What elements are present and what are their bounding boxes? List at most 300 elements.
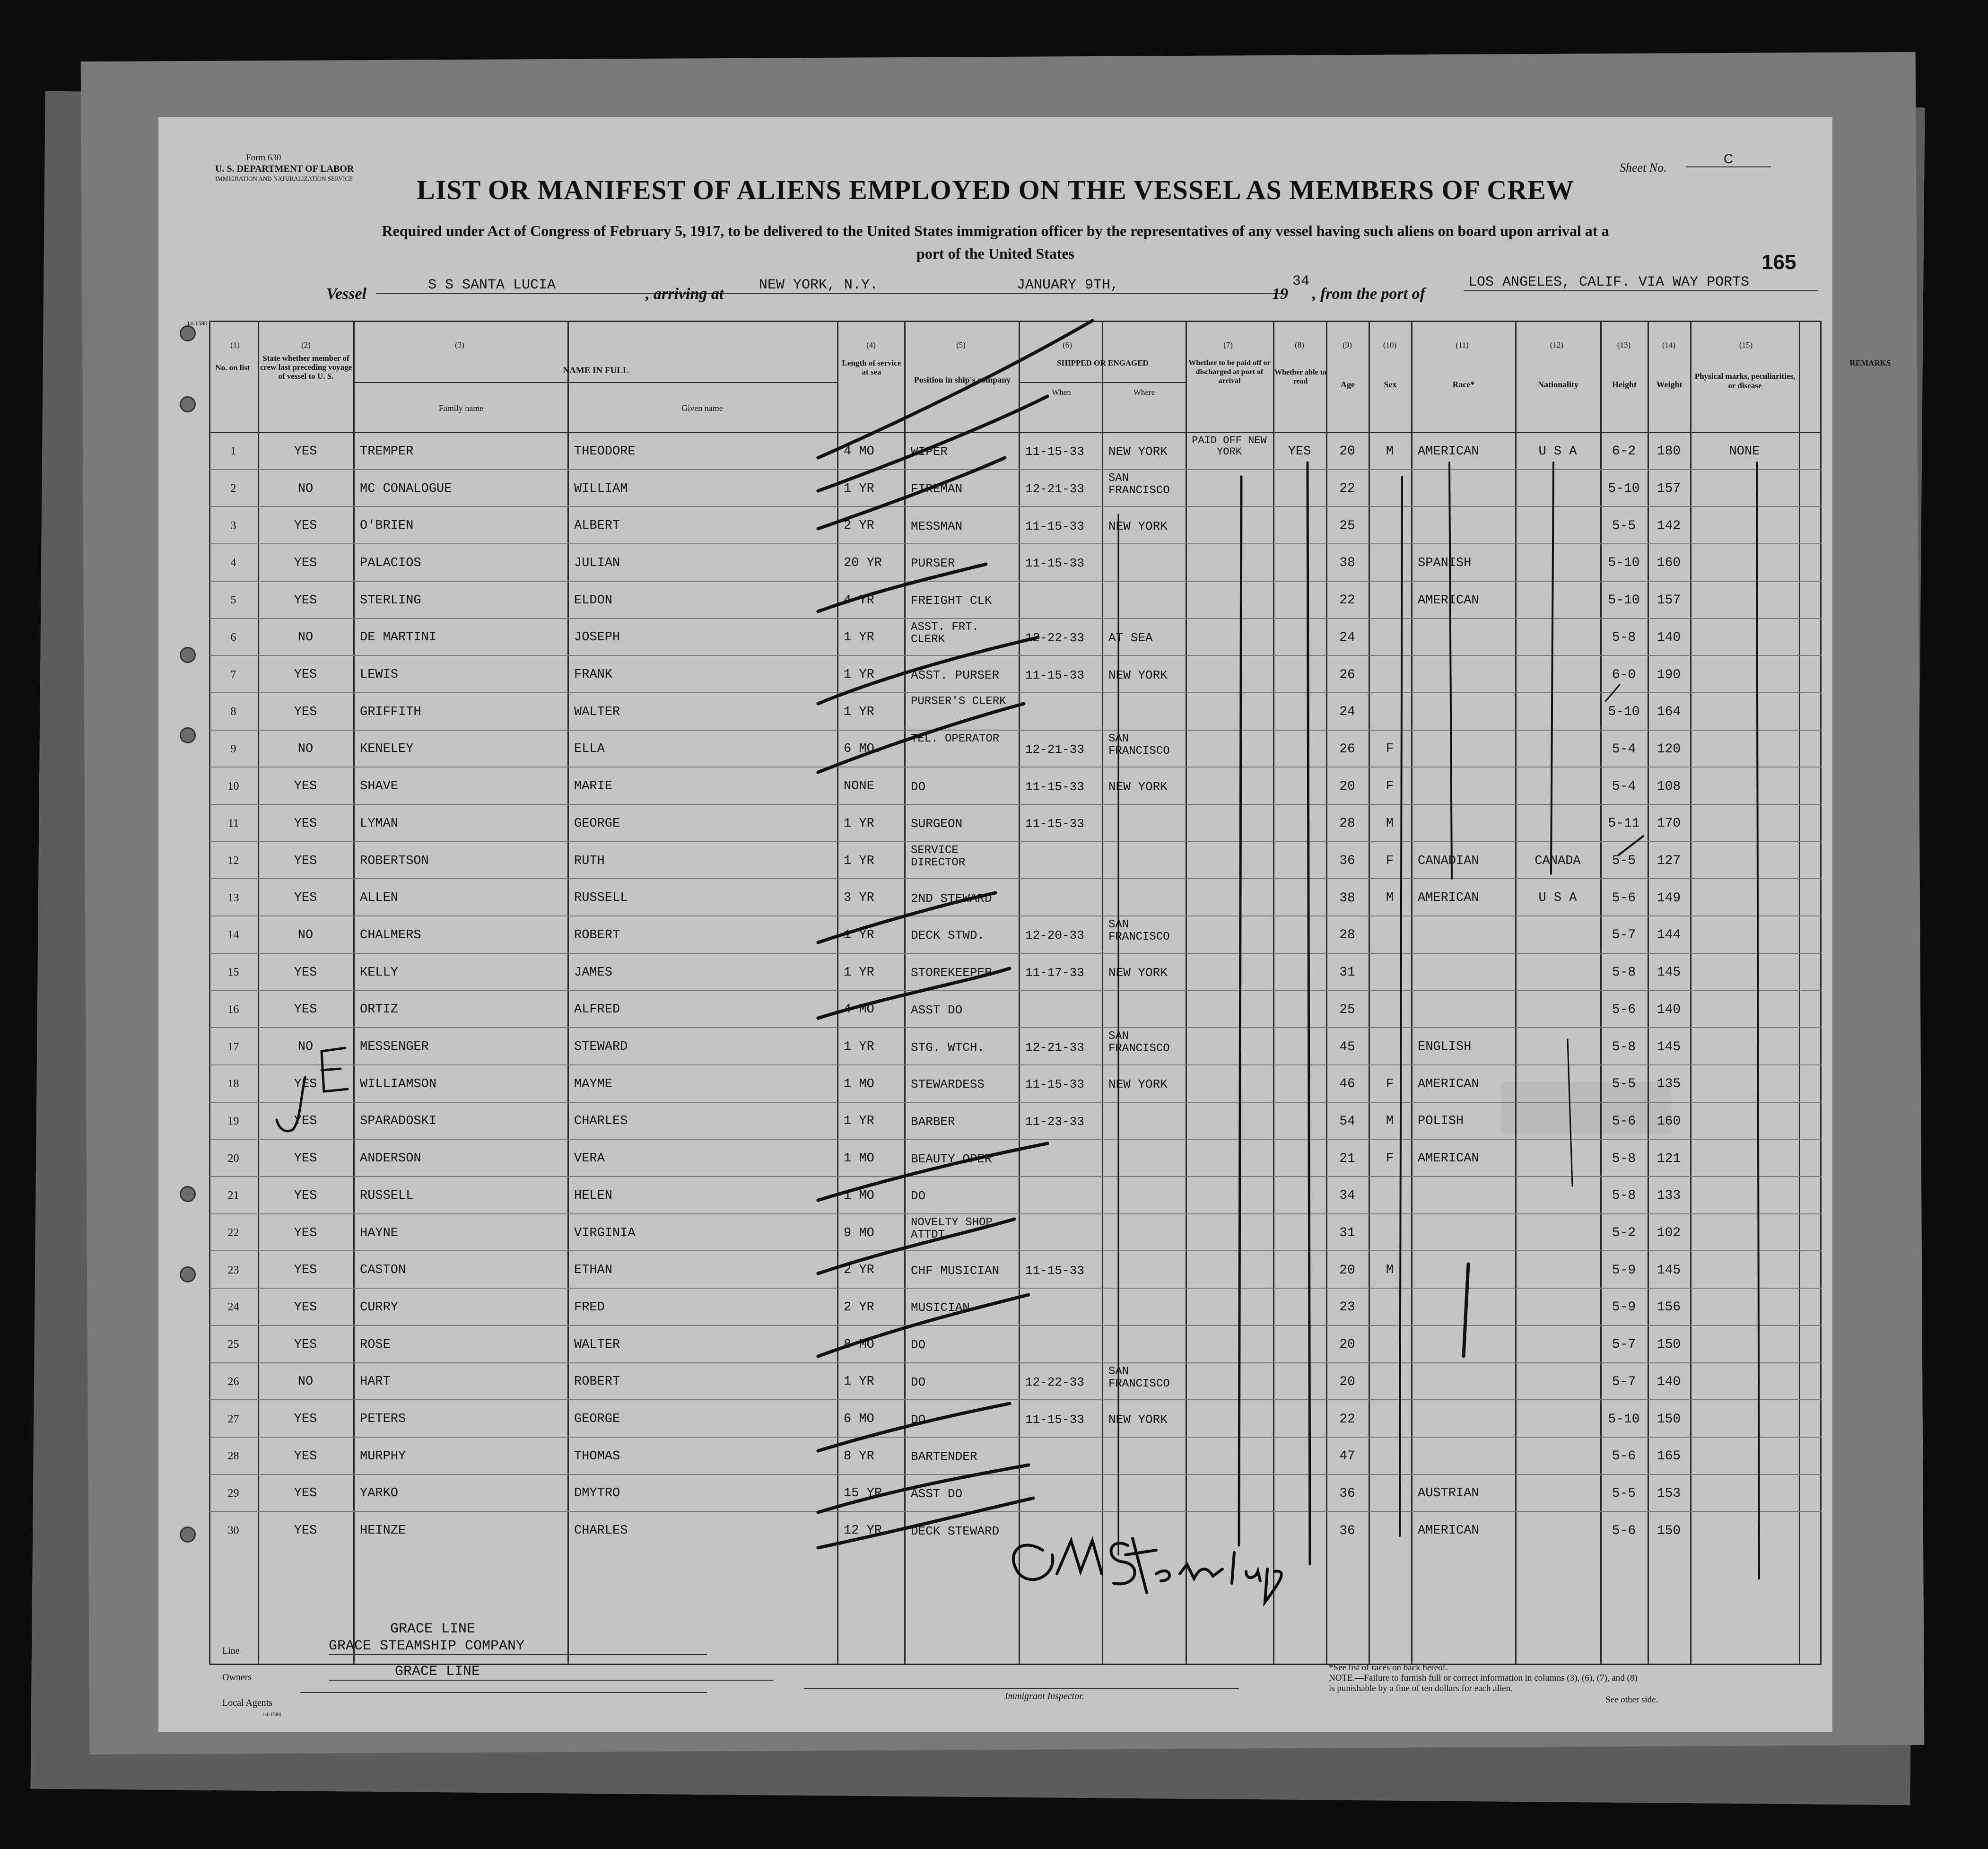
weight: 127: [1657, 854, 1681, 869]
position: SURGEON: [911, 817, 963, 831]
height: 5-8: [1612, 630, 1636, 645]
column-number: (12): [1550, 340, 1564, 349]
service-length: 1 YR: [844, 668, 874, 682]
col-header-sex: Sex: [1384, 380, 1397, 389]
ditto-line: [1551, 462, 1553, 874]
inspector-line: [804, 1688, 1239, 1689]
age: 36: [1339, 854, 1355, 869]
able-to-read: YES: [1288, 444, 1311, 459]
prev-voyage: YES: [294, 1263, 317, 1278]
weight: 165: [1657, 1449, 1681, 1464]
position: BEAUTY OPER: [911, 1151, 992, 1166]
page-title: LIST OR MANIFEST OF ALIENS EMPLOYED ON THE VESSEL AS MEMBERS OF CREW: [417, 174, 1574, 205]
ditto-line: [1757, 462, 1759, 1579]
sex: F: [1386, 1151, 1394, 1166]
service-length: 1 YR: [844, 1114, 874, 1129]
family-name: WILLIAMSON: [360, 1077, 437, 1091]
shipped-when: 12-21-33: [1025, 742, 1084, 757]
height: 5-9: [1612, 1263, 1636, 1278]
family-name: PALACIOS: [360, 556, 421, 570]
family-name: CHALMERS: [360, 928, 421, 942]
ditto-line: [1568, 1039, 1572, 1186]
family-name: MC CONALOGUE: [360, 481, 452, 496]
given-name: WILLIAM: [574, 481, 628, 496]
family-name: YARKO: [360, 1486, 399, 1501]
row-number: 19: [227, 1115, 239, 1127]
prev-voyage: YES: [294, 1114, 317, 1129]
row-number: 2: [230, 482, 236, 495]
weight: 145: [1657, 1039, 1681, 1055]
service-length: 1 YR: [844, 928, 874, 942]
col-header-remarks: REMARKS: [1849, 358, 1891, 367]
service-length: 2 YR: [844, 519, 874, 533]
prev-voyage: NO: [297, 928, 314, 942]
inspector-label: Immigrant Inspector.: [1005, 1691, 1084, 1701]
given-name: THEODORE: [574, 444, 636, 459]
note-fine: is punishable by a fine of ten dollars for each alien.: [1329, 1683, 1513, 1693]
service: IMMIGRATION AND NATURALIZATION SERVICE: [215, 175, 353, 182]
position: ASST. FRT. CLERK: [911, 621, 979, 646]
family-name: HAYNE: [360, 1226, 399, 1240]
position: STEWARDESS: [911, 1077, 985, 1092]
race: POLISH: [1418, 1114, 1464, 1129]
weight: 142: [1657, 518, 1681, 533]
given-name: ROBERT: [574, 1375, 620, 1389]
prev-voyage: NO: [297, 1040, 314, 1055]
shipped-where: NEW YORK: [1108, 445, 1168, 459]
service-length: NONE: [844, 779, 874, 794]
given-name: GEORGE: [574, 816, 620, 831]
prev-voyage: NO: [297, 1375, 314, 1389]
given-name: WALTER: [574, 1337, 620, 1352]
column-number: (1): [230, 340, 240, 349]
strike-mark: [818, 458, 1005, 529]
position: BARBER: [911, 1114, 955, 1129]
weight: 157: [1657, 481, 1681, 497]
from-label: , from the port of: [1312, 285, 1425, 303]
prev-voyage: YES: [294, 965, 317, 980]
prev-voyage: YES: [294, 1337, 317, 1352]
service-length: 15 YR: [844, 1486, 882, 1501]
shipped-when: 11-15-33: [1025, 445, 1084, 459]
row-number: 5: [230, 594, 236, 607]
shipped-where: AT SEA: [1108, 630, 1153, 645]
weight: 190: [1657, 667, 1681, 682]
position: FREIGHT CLK: [911, 593, 992, 608]
line-label: Line: [222, 1646, 240, 1656]
age: 20: [1339, 1263, 1355, 1278]
age: 31: [1339, 1226, 1355, 1241]
position: DO: [911, 1412, 926, 1427]
strike-mark: [818, 1404, 1010, 1451]
sex: F: [1386, 779, 1394, 794]
stamp-number: 165: [1761, 251, 1796, 274]
row-number: 25: [227, 1338, 239, 1351]
family-name: ROSE: [360, 1337, 391, 1352]
prev-voyage: NO: [297, 630, 314, 645]
weight: 180: [1657, 444, 1681, 459]
check-mark: [1605, 685, 1620, 701]
family-name: STERLING: [360, 593, 421, 608]
ditto-line: [1400, 477, 1402, 1536]
race: AMERICAN: [1418, 891, 1479, 906]
nationality: CANADA: [1535, 854, 1581, 868]
height: 5-6: [1612, 1002, 1636, 1017]
race: ENGLISH: [1418, 1040, 1472, 1055]
given-name: JAMES: [574, 965, 613, 980]
given-name: RUSSELL: [574, 891, 628, 906]
family-name: ROBERTSON: [360, 854, 429, 868]
given-name: CHARLES: [574, 1524, 628, 1538]
race: AMERICAN: [1418, 1077, 1479, 1091]
height: 5-5: [1612, 1486, 1636, 1501]
age: 24: [1339, 705, 1355, 720]
prev-voyage: YES: [294, 1300, 317, 1315]
weight: 164: [1657, 705, 1681, 720]
column-number: (10): [1383, 340, 1397, 349]
departure-port: LOS ANGELES, CALIF. VIA WAY PORTS: [1464, 274, 1818, 291]
height: 5-8: [1612, 1039, 1636, 1055]
weight: 160: [1657, 1114, 1681, 1129]
strike-mark: [818, 965, 1010, 1018]
strike-mark: [818, 564, 986, 611]
prev-voyage: YES: [294, 1226, 317, 1240]
prev-voyage: YES: [294, 1151, 317, 1166]
row-number: 22: [227, 1227, 239, 1239]
position: 2ND STEWARD: [911, 891, 992, 906]
ditto-line: [1449, 462, 1452, 879]
given-name: VIRGINIA: [574, 1226, 636, 1240]
form-number: Form 630: [246, 153, 281, 163]
shipped-when: 11-15-33: [1025, 1077, 1084, 1092]
column-number: (14): [1662, 340, 1676, 349]
race: AMERICAN: [1418, 444, 1479, 459]
age: 38: [1339, 556, 1355, 571]
shipped-when: 11-17-33: [1025, 966, 1084, 980]
given-name: HELEN: [574, 1188, 613, 1203]
agents-label: Local Agents: [222, 1698, 273, 1708]
row-number: 3: [230, 519, 236, 532]
row-number: 23: [227, 1264, 239, 1276]
column-number: (13): [1617, 340, 1631, 349]
column-number: (11): [1456, 340, 1469, 349]
height: 5-2: [1612, 1226, 1636, 1241]
age: 34: [1339, 1188, 1355, 1204]
position: CHF MUSICIAN: [911, 1263, 1000, 1278]
position: MUSICIAN: [911, 1300, 970, 1315]
height: 6-0: [1612, 667, 1636, 682]
weight: 108: [1657, 779, 1681, 794]
service-length: 6 MO: [844, 1412, 874, 1427]
pen-marks: [158, 117, 1832, 1732]
shipped-when: 11-23-33: [1025, 1114, 1084, 1129]
column-number: (3): [455, 340, 464, 349]
given-name: ELDON: [574, 593, 613, 608]
service-length: 1 YR: [844, 965, 874, 980]
age: 20: [1339, 1374, 1355, 1389]
given-name: ALBERT: [574, 519, 620, 533]
line-value: GRACE STEAMSHIP COMPANY: [329, 1638, 707, 1655]
agents-code: 14-1580: [262, 1711, 281, 1718]
paid-off: PAID OFF NEW YORK: [1192, 435, 1267, 458]
service-length: 1 YR: [844, 481, 874, 496]
position: ASST. PURSER: [911, 668, 1000, 682]
given-name: ETHAN: [574, 1263, 613, 1278]
family-name: LYMAN: [360, 816, 399, 831]
prev-voyage: YES: [294, 816, 317, 831]
height: 5-10: [1608, 1412, 1640, 1427]
shipped-where: NEW YORK: [1108, 966, 1168, 980]
given-name: ALFRED: [574, 1003, 620, 1017]
nationality: U S A: [1538, 891, 1577, 906]
shipped-where: SAN FRANCISCO: [1108, 919, 1170, 944]
weight: 133: [1657, 1188, 1681, 1204]
given-name: RUTH: [574, 854, 605, 868]
shipped-where: SAN FRANCISCO: [1108, 733, 1170, 758]
row-number: 6: [230, 631, 236, 644]
row-number: 10: [227, 780, 239, 793]
prev-voyage: YES: [294, 668, 317, 682]
position: FIREMAN: [911, 482, 963, 497]
service-length: 4 MO: [844, 444, 874, 459]
given-name: ROBERT: [574, 928, 620, 942]
prev-voyage: YES: [294, 891, 317, 906]
prev-voyage: YES: [294, 1449, 317, 1464]
family-name: MURPHY: [360, 1449, 406, 1464]
family-name: ORTIZ: [360, 1003, 399, 1017]
age: 38: [1339, 890, 1355, 906]
weight: 153: [1657, 1486, 1681, 1501]
prev-voyage: YES: [294, 705, 317, 719]
service-length: 1 YR: [844, 816, 874, 831]
agents-line: [300, 1692, 707, 1693]
shipped-when: 11-15-33: [1025, 817, 1084, 831]
row-number: 11: [227, 817, 239, 830]
given-name: GEORGE: [574, 1412, 620, 1427]
weight: 140: [1657, 630, 1681, 645]
weight: 150: [1657, 1412, 1681, 1427]
service-length: 1 YR: [844, 1375, 874, 1389]
row-number: 24: [227, 1301, 239, 1314]
position: TEL. OPERATOR: [911, 733, 1000, 745]
age: 31: [1339, 965, 1355, 980]
column-number: (15): [1739, 340, 1753, 349]
family-name: SHAVE: [360, 779, 399, 794]
position: BARTENDER: [911, 1449, 977, 1464]
note-penalty: NOTE.—Failure to furnish full or correct information in columns (3), (6), (7), and (8): [1329, 1673, 1638, 1683]
family-name: GRIFFITH: [360, 705, 421, 719]
weight: 149: [1657, 890, 1681, 906]
col-header-prev-voyage: State whether member of crew last preceding voyage of vessel to U. S.: [260, 354, 352, 381]
height: 5-4: [1612, 779, 1636, 794]
col-header-physical: Physical marks, peculiarities, or disease: [1694, 372, 1796, 390]
race: SPANISH: [1418, 556, 1472, 570]
service-length: 1 YR: [844, 854, 874, 868]
shipped-when: 11-15-33: [1025, 556, 1084, 571]
race: AMERICAN: [1418, 1524, 1479, 1538]
service-length: 6 MO.: [844, 742, 882, 757]
weight: 102: [1657, 1226, 1681, 1241]
shipped-when: 12-21-33: [1025, 1040, 1084, 1055]
family-name: ANDERSON: [360, 1151, 421, 1166]
col-header-race: Race*: [1452, 380, 1475, 389]
service-length: 1 MO: [844, 1151, 874, 1166]
sex: M: [1386, 1263, 1394, 1278]
position: DECK STEWARD: [911, 1524, 1000, 1538]
given-name: THOMAS: [574, 1449, 620, 1464]
age: 22: [1339, 481, 1355, 497]
height: 5-5: [1612, 1077, 1636, 1092]
subtitle-line-1: Required under Act of Congress of February 5, 1917, to be delivered to the United States immigration officer by the representatives of any vessel having such aliens on board upon arrival at a: [382, 222, 1609, 239]
position: ASST DO: [911, 1003, 963, 1017]
sex: F: [1386, 1077, 1394, 1091]
age: 24: [1339, 630, 1355, 645]
row-number: 14: [227, 929, 239, 942]
family-name: LEWIS: [360, 668, 399, 682]
age: 28: [1339, 928, 1355, 943]
shipped-where: NEW YORK: [1108, 1077, 1168, 1092]
shipped-when: 12-22-33: [1025, 1375, 1084, 1389]
family-name: CURRY: [360, 1300, 399, 1315]
row-number: 17: [227, 1040, 239, 1053]
shipped-where: SAN FRANCISCO: [1108, 472, 1170, 497]
family-name: O'BRIEN: [360, 519, 414, 533]
row-number: 15: [227, 966, 239, 979]
given-name: CHARLES: [574, 1114, 628, 1129]
prev-voyage: YES: [294, 854, 317, 868]
line-header: GRACE LINE: [390, 1621, 476, 1637]
sex: F: [1386, 854, 1394, 868]
weight: 156: [1657, 1300, 1681, 1315]
weight: 145: [1657, 1263, 1681, 1278]
shipped-where: NEW YORK: [1108, 779, 1168, 794]
check-mark: [1619, 836, 1643, 855]
service-length: 2 YR: [844, 1263, 874, 1278]
year-suffix: 34: [1292, 273, 1310, 289]
service-length: 20 YR: [844, 556, 882, 570]
column-number: (2): [301, 340, 311, 349]
height: 5-9: [1612, 1300, 1636, 1315]
given-name: FRED: [574, 1300, 605, 1315]
shipped-when: 11-15-33: [1025, 1263, 1084, 1278]
note-other-side: See other side.: [1605, 1695, 1658, 1705]
shipped-when: 12-22-33: [1025, 630, 1084, 645]
family-name: PETERS: [360, 1412, 406, 1427]
age: 36: [1339, 1486, 1355, 1501]
height: 5-5: [1612, 518, 1636, 533]
weight: 144: [1657, 928, 1681, 943]
service-length: 8 MO: [844, 1337, 874, 1352]
family-name: KENELEY: [360, 742, 414, 757]
weight: 157: [1657, 593, 1681, 608]
age: 26: [1339, 741, 1355, 757]
service-length: 4 YR: [844, 593, 874, 608]
col-header-when: When: [1052, 388, 1071, 397]
height: 5-8: [1612, 1151, 1636, 1166]
age: 22: [1339, 1412, 1355, 1427]
physical-marks: NONE: [1729, 444, 1760, 459]
prev-voyage: YES: [294, 444, 317, 459]
position: DO: [911, 1338, 926, 1352]
height: 5-6: [1612, 890, 1636, 906]
col-header-shipped: SHIPPED OR ENGAGED: [1057, 358, 1149, 367]
given-name: DMYTRO: [574, 1486, 620, 1501]
strike-mark: [818, 637, 1038, 704]
row-number: 27: [227, 1413, 239, 1425]
initials-mark: [277, 1048, 348, 1131]
col-header-nationality: Nationality: [1537, 380, 1578, 389]
column-number: (5): [956, 340, 966, 349]
prev-voyage: YES: [294, 779, 317, 794]
prev-voyage: YES: [294, 593, 317, 608]
age: 23: [1339, 1300, 1355, 1315]
row-number: 13: [227, 891, 239, 904]
height: 5-11: [1608, 816, 1640, 831]
note-races: *See list of races on back hereof.: [1329, 1663, 1448, 1673]
strike-mark: [818, 1295, 1029, 1356]
shipped-where: SAN FRANCISCO: [1108, 1365, 1170, 1390]
weight: 120: [1657, 741, 1681, 757]
row-number: 12: [227, 855, 239, 867]
row-number: 21: [227, 1189, 239, 1202]
manifest-sheet: [158, 117, 1891, 1732]
position: DO: [911, 1375, 926, 1389]
age: 25: [1339, 518, 1355, 533]
height: 5-5: [1612, 854, 1636, 869]
shipped-when: 12-21-33: [1025, 482, 1084, 497]
column-number: (8): [1295, 340, 1304, 349]
height: 5-4: [1612, 741, 1636, 757]
row-number: 26: [227, 1375, 239, 1388]
inspector-signature: [1013, 1538, 1282, 1602]
col-header-age: Age: [1341, 380, 1355, 389]
shipped-when: 11-15-33: [1025, 519, 1084, 533]
sex: M: [1386, 816, 1394, 831]
height: 5-10: [1608, 481, 1640, 497]
position: MESSMAN: [911, 519, 963, 533]
family-name: ALLEN: [360, 891, 399, 906]
col-header-height: Height: [1612, 380, 1637, 389]
row-number: 4: [230, 557, 236, 569]
col-header-family: Family name: [438, 403, 484, 413]
shipped-where: SAN FRANCISCO: [1108, 1030, 1170, 1055]
row-number: 9: [230, 742, 236, 755]
sheet-number: C: [1686, 151, 1771, 167]
col-header-where: Where: [1133, 388, 1155, 397]
service-length: 1 MO: [844, 1077, 874, 1091]
service-length: 12 YR: [844, 1524, 882, 1538]
weight: 150: [1657, 1337, 1681, 1352]
height: 5-10: [1608, 705, 1640, 720]
shipped-where: NEW YORK: [1108, 519, 1168, 533]
shipped-where: NEW YORK: [1108, 1412, 1168, 1427]
position: DO: [911, 779, 926, 794]
given-name: STEWARD: [574, 1040, 628, 1055]
service-length: 8 YR: [844, 1449, 874, 1464]
prev-voyage: YES: [294, 1188, 317, 1203]
family-name: SPARADOSKI: [360, 1114, 437, 1129]
race: AMERICAN: [1418, 1151, 1479, 1166]
department: U. S. DEPARTMENT OF LABOR: [215, 164, 354, 174]
weight: 160: [1657, 556, 1681, 571]
height: 5-8: [1612, 965, 1636, 980]
family-name: CASTON: [360, 1263, 406, 1278]
strike-mark: [818, 1143, 1047, 1200]
height: 5-6: [1612, 1449, 1636, 1464]
row-number: 20: [227, 1152, 239, 1165]
col-header-position: Position in ship's company: [914, 375, 1011, 384]
age: 22: [1339, 593, 1355, 608]
